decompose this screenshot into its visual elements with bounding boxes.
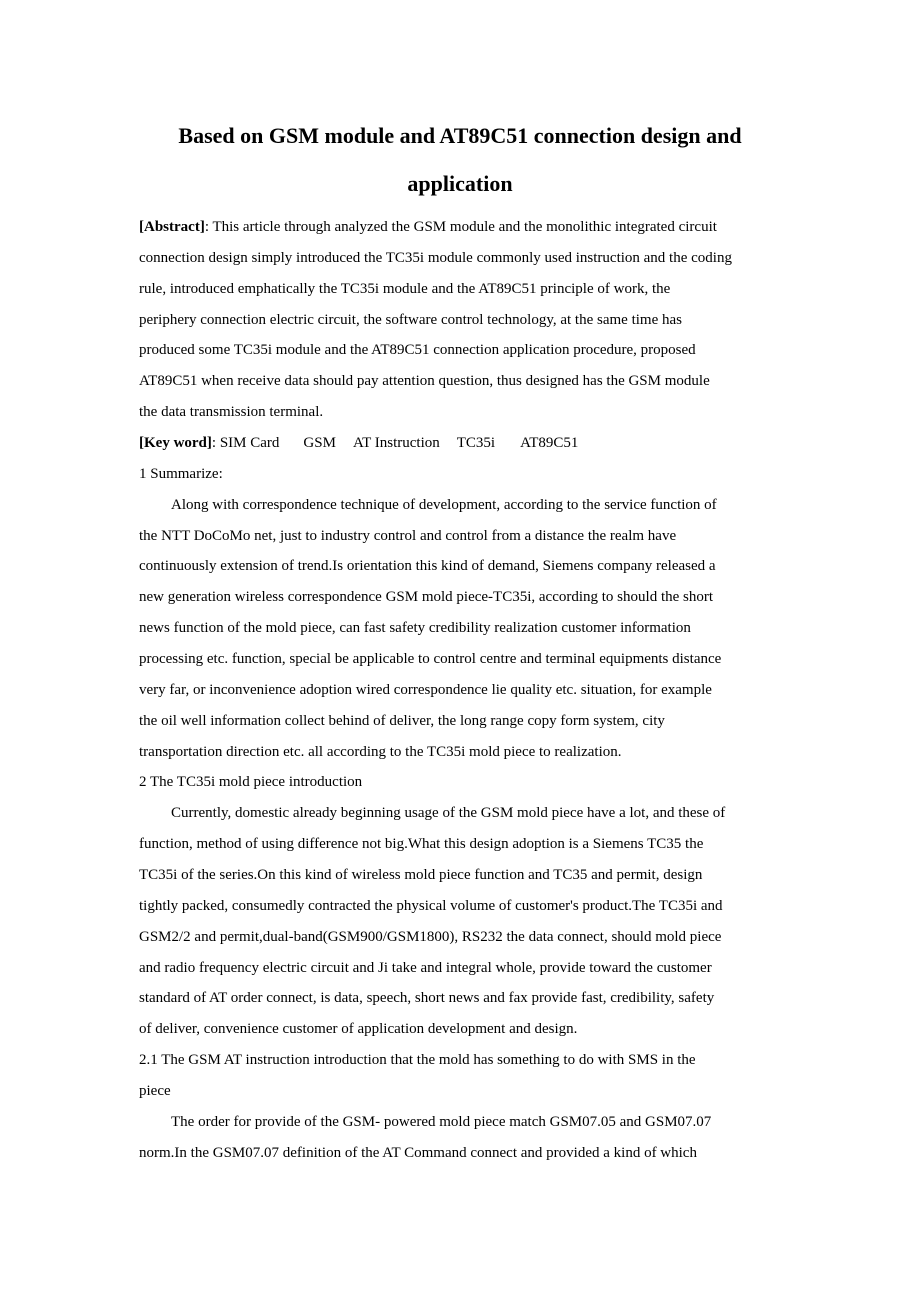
paragraph-line: The order for provide of the GSM- powered mold piece match GSM07.05 and GSM07.07 [171,1113,712,1130]
paragraph-line: standard of AT order connect, is data, speech, short news and fax provide fast, credibility, safety [139,990,715,1007]
subsection-heading: piece [139,1083,171,1100]
keywords [139,428,799,459]
paragraph-line: news function of the mold piece, can fast safety credibility realization customer information [139,620,691,637]
title-line: Based on GSM module and AT89C51 connection design and [178,123,742,148]
abstract-line: the data transmission terminal. [139,404,324,421]
section-heading: 1 Summarize: [139,465,223,482]
paragraph-line: Currently, domestic already beginning usage of the GSM mold piece have a lot, and these of [171,805,726,822]
keyword: AT89C51 [520,435,579,452]
paragraph-line: of deliver, convenience customer of application development and design. [139,1021,578,1038]
section-gsm-at-instruction [139,1045,799,1168]
paragraph-line: transportation direction etc. all according to the TC35i mold piece to realization. [139,743,622,760]
paragraph-line: processing etc. function, special be applicable to control centre and terminal equipments distance [139,651,722,668]
paragraph-line: GSM2/2 and permit,dual-band(GSM900/GSM1800), RS232 the data connect, should mold piece [139,928,722,945]
section-heading: 2 The TC35i mold piece introduction [139,774,363,791]
abstract-line: periphery connection electric circuit, the software control technology, at the same time has [139,311,682,328]
document-body [139,212,799,1169]
paragraph-line: function, method of using difference not big.What this design adoption is a Siemens TC35 the [139,836,704,853]
abstract-label: [Abstract] [139,219,205,235]
keyword: GSM [303,435,336,452]
abstract-text: : This article through analyzed the GSM module and the monolithic integrated circuit [204,219,717,235]
paragraph-line: the oil well information collect behind of deliver, the long range copy form system, city [139,712,665,729]
paragraph-line: the NTT DoCoMo net, just to industry control and control from a distance the realm have [139,527,677,544]
paper-title [0,112,920,208]
subsection-heading: 2.1 The GSM AT instruction introduction that the mold has something to do with SMS in the [139,1052,696,1069]
paragraph-line: and radio frequency electric circuit and Ji take and integral whole, provide toward the customer [139,959,712,976]
keywords-label: [Key word] [139,435,212,452]
abstract-line: connection design simply introduced the TC35i module commonly used instruction and the coding [139,249,732,266]
paragraph-line: TC35i of the series.On this kind of wireless mold piece function and TC35 and permit, design [139,867,703,884]
section-summarize [139,459,799,768]
keyword: TC35i [456,435,496,452]
keywords-colon: : [211,435,220,452]
abstract-line: produced some TC35i module and the AT89C51 connection application procedure, proposed [139,342,696,359]
paragraph-line: very far, or inconvenience adoption wired correspondence lie quality etc. situation, for example [139,681,712,698]
section-tc35i-introduction [139,767,799,1045]
paragraph-line: norm.In the GSM07.07 definition of the AT Command connect and provided a kind of which [139,1144,697,1161]
title-line: application [407,171,513,196]
abstract [139,212,799,428]
keyword: AT Instruction [352,435,440,452]
abstract-line: AT89C51 when receive data should pay attention question, thus designed has the GSM module [139,373,710,390]
paragraph-line: new generation wireless correspondence GSM mold piece-TC35i, according to should the short [139,589,714,606]
paragraph-line: tightly packed, consumedly contracted the physical volume of customer's product.The TC35i and [139,897,723,914]
paragraph-line: Along with correspondence technique of development, according to the service function of [171,496,717,513]
abstract-line: rule, introduced emphatically the TC35i module and the AT89C51 principle of work, the [139,280,671,297]
keyword: SIM Card [219,435,280,452]
abstract-line [139,212,799,243]
paragraph-line: continuously extension of trend.Is orientation this kind of demand, Siemens company released a [139,558,716,575]
